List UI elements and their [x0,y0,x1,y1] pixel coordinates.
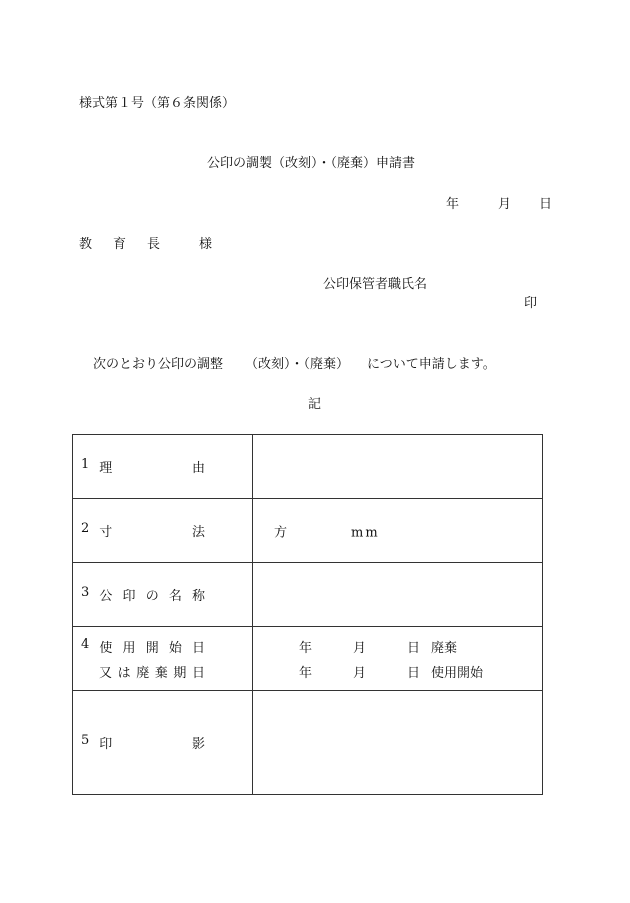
seal-impression-field[interactable] [253,691,543,795]
table-row [73,627,543,691]
body-text-lead: 次のとおり公印の調整 [93,357,224,372]
body-text-option: （改刻）・（廃棄） [245,357,350,372]
size-unit: mm [351,525,380,540]
body-text-tail: について申請します。 [367,357,496,372]
dates-field[interactable] [253,627,543,691]
row-label: 5 印 影 [73,691,253,795]
addressee-char: 長 [147,237,161,252]
date-day-label: 日 [539,197,553,212]
table-row [73,691,543,795]
table-row [73,499,543,563]
table-row [73,563,543,627]
ki-heading: 記 [308,397,322,412]
row-label: 4 使 用 開 始 日 又 は 廃 棄 期 日 [73,627,253,691]
date-month-label: 月 [498,197,512,212]
date-year-label: 年 [446,197,460,212]
date-line-disposal: 年 月 日 廃棄 [299,640,458,656]
document-title: 公印の調製（改刻）・（廃棄）申請書 [207,156,416,171]
size-field[interactable] [253,499,543,563]
application-table [72,434,543,795]
seal-mark: 印 [524,296,538,311]
seal-name-field[interactable] [253,563,543,627]
table-row [73,435,543,499]
addressee-honorific: 様 [199,237,213,252]
addressee-char: 育 [113,237,127,252]
date-line-start: 年 月 日 使用開始 [299,665,484,681]
row-label: 1 理 由 [73,435,253,499]
body-text [93,358,496,371]
applicant-label: 公印保管者職氏名 [323,277,428,292]
addressee-char: 教 [79,237,93,252]
form-number: 様式第１号（第６条関係） [79,96,236,111]
row-label: 2 寸 法 [73,499,253,563]
size-prefix: 方 [274,525,288,540]
reason-field[interactable] [253,435,543,499]
row-label: 3 公 印 の 名 称 [73,563,253,627]
